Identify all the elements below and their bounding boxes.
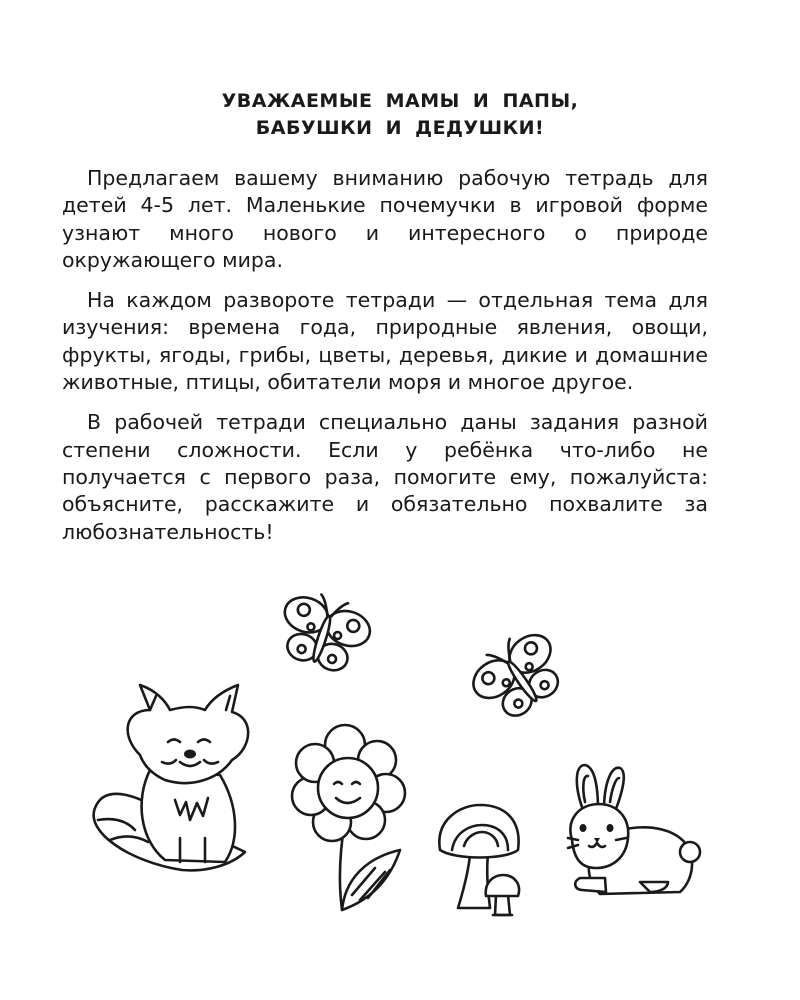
illustrations-svg [0, 570, 800, 970]
heading-line-2: БАБУШКИ И ДЕДУШКИ! [255, 117, 545, 139]
paragraph-1: Предлагаем вашему вниманию рабочую тетрадь для детей 4-5 лет. Маленькие почемучки в игровой форме узнают много нового и интересного о природе окружающего мира. [62, 166, 708, 272]
page-heading [0, 88, 800, 142]
flower-illustration [292, 725, 405, 910]
heading-line-1: УВАЖАЕМЫЕ МАМЫ И ПАПЫ, [221, 90, 579, 112]
rabbit-illustration [568, 765, 700, 894]
mushroom-illustration [439, 805, 519, 915]
butterfly-illustration [272, 585, 377, 678]
intro-text [62, 165, 708, 559]
paragraph-3: В рабочей тетради специально даны задания разной степени сложности. Если у ребёнка что-либо не получается с первого раза, помогите ему, пожалуйста: объясните, расскажите и обязательно похвалите за любознательность! [62, 410, 708, 544]
butterfly-illustration [462, 622, 574, 729]
fox-illustration [94, 685, 249, 870]
illustrations-area [0, 570, 800, 970]
paragraph-2: На каждом развороте тетради — отдельная тема для изучения: времена года, природные явления, овощи, фрукты, ягоды, грибы, цветы, деревья, дикие и домашние животные, птицы, обитатели моря и многое другое. [62, 288, 708, 395]
